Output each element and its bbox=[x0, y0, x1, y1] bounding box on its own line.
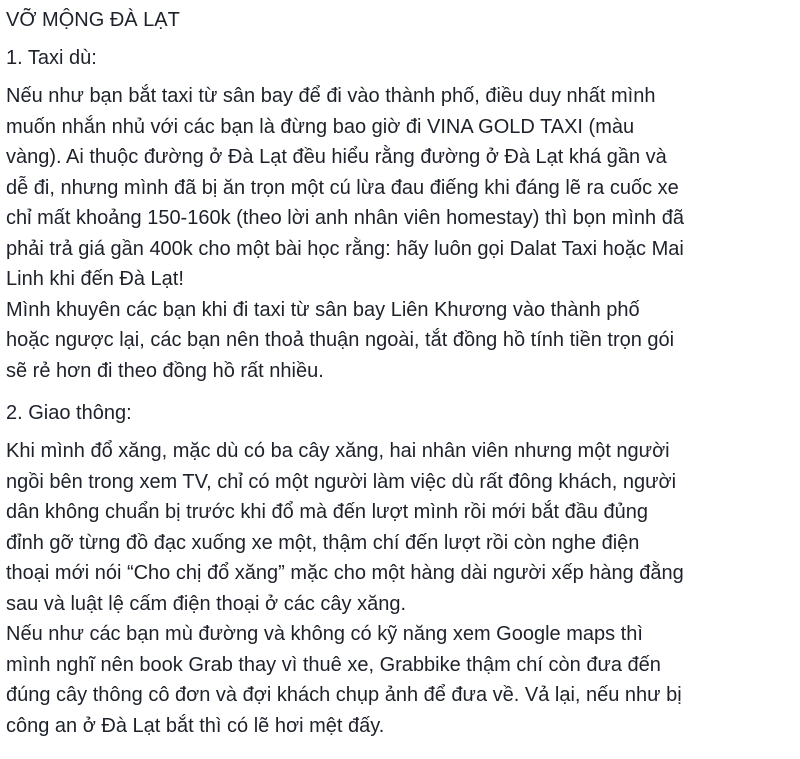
text-line: chỉ mất khoảng 150-160k (theo lời anh nhân viên homestay) thì bọn mình đã bbox=[6, 207, 684, 229]
text-line: dân không chuẩn bị trước khi đổ mà đến lượt mình rồi mới bắt đầu đủng bbox=[6, 501, 649, 523]
text-line: muốn nhắn nhủ với các bạn là đừng bao giờ đi VINA GOLD TAXI (màu bbox=[6, 115, 635, 138]
section-heading-traffic: 2. Giao thông: bbox=[6, 402, 132, 424]
section-body-taxi bbox=[6, 81, 796, 386]
post-title: VỠ MỘNG ĐÀ LẠT bbox=[6, 9, 180, 31]
text-line: thoại mới nói “Cho chị đổ xăng” mặc cho một hàng dài người xếp hàng đằng bbox=[6, 562, 684, 584]
section-body-traffic bbox=[6, 436, 796, 741]
text-line: sẽ rẻ hơn đi theo đồng hồ rất nhiều. bbox=[6, 359, 324, 382]
text-line: công an ở Đà Lạt bắt thì có lẽ hơi mệt đấy. bbox=[6, 714, 385, 737]
post-content bbox=[6, 0, 796, 759]
text-line: Linh khi đến Đà Lạt! bbox=[6, 268, 184, 290]
text-line: phải trả giá gần 400k cho một bài học rằng: hãy luôn gọi Dalat Taxi hoặc Mai bbox=[6, 237, 684, 260]
text-line: đỉnh gỡ từng đồ đạc xuống xe một, thậm chí đến lượt rồi còn nghe điện bbox=[6, 531, 640, 554]
text-line: Nếu như các bạn mù đường và không có kỹ năng xem Google maps thì bbox=[6, 623, 643, 645]
section-heading-taxi: 1. Taxi dù: bbox=[6, 47, 97, 69]
text-line: dễ đi, nhưng mình đã bị ăn trọn một cú lừa đau điếng khi đáng lẽ ra cuốc xe bbox=[6, 176, 679, 199]
text-line: hoặc ngược lại, các bạn nên thoả thuận ngoài, tắt đồng hồ tính tiền trọn gói bbox=[6, 329, 675, 351]
text-line: mình nghĩ nên book Grab thay vì thuê xe, Grabbike thậm chí còn đưa đến bbox=[6, 653, 661, 676]
text-line: Mình khuyên các bạn khi đi taxi từ sân bay Liên Khương vào thành phố bbox=[6, 298, 640, 321]
text-line: sau và luật lệ cấm điện thoại ở các cây xăng. bbox=[6, 592, 406, 615]
text-line: vàng). Ai thuộc đường ở Đà Lạt đều hiểu rằng đường ở Đà Lạt khá gần và bbox=[6, 146, 667, 168]
text-line: ngồi bên trong xem TV, chỉ có một người làm việc dù rất đông khách, người bbox=[6, 470, 677, 493]
text-line: đúng cây thông cô đơn và đợi khách chụp ảnh để đưa về. Vả lại, nếu như bị bbox=[6, 684, 682, 706]
text-line: Khi mình đổ xăng, mặc dù có ba cây xăng, hai nhân viên nhưng một người bbox=[6, 440, 670, 462]
text-line: Nếu như bạn bắt taxi từ sân bay để đi vào thành phố, điều duy nhất mình bbox=[6, 85, 656, 107]
